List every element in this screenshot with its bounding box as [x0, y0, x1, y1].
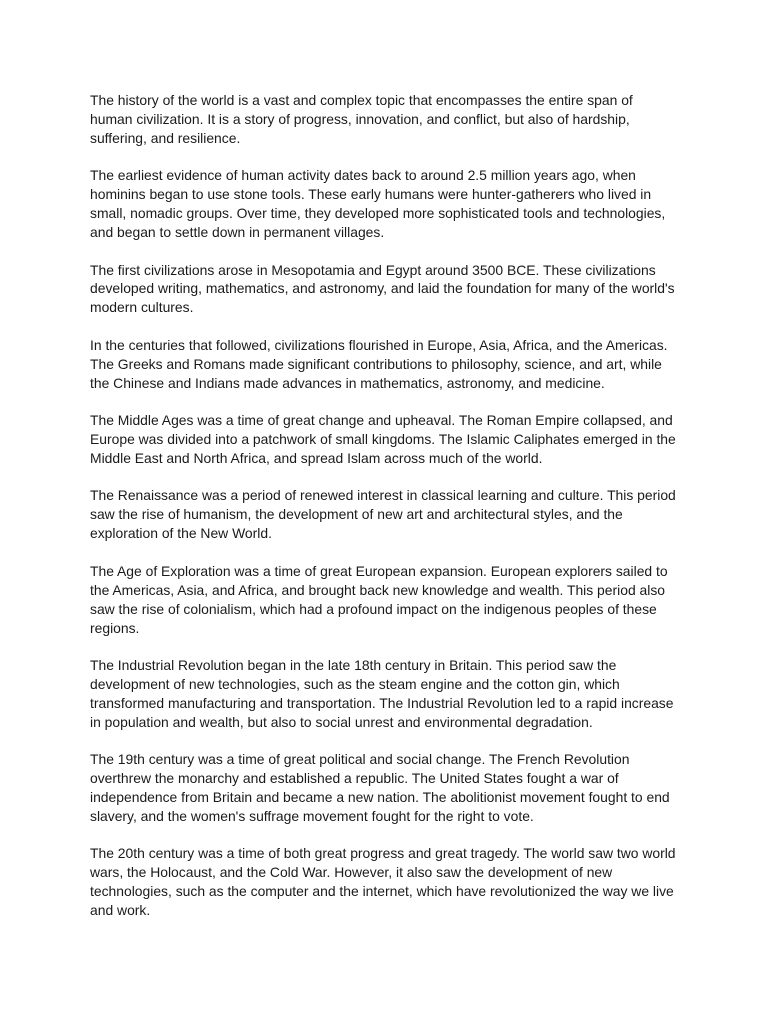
paragraph-8: The Industrial Revolution began in the late 18th century in Britain. This period saw the development of new technologies, such as the steam engine and the cotton gin, which transformed manufacturing and transportation. The Industrial Revolution led to a rapid increase in population and wealth, but also to social unrest and environmental degradation.: [90, 657, 674, 730]
paragraph-5: The Middle Ages was a time of great change and upheaval. The Roman Empire collapsed, and Europe was divided into a patchwork of small kingdoms. The Islamic Caliphates emerged in the Middle East and North Africa, and spread Islam across much of the world.: [90, 412, 676, 466]
paragraph-3: The first civilizations arose in Mesopotamia and Egypt around 3500 BCE. These civilizations developed writing, mathematics, and astronomy, and laid the foundation for many of the world's modern cultures.: [90, 261, 675, 316]
paragraph-2: The earliest evidence of human activity dates back to around 2.5 million years ago, when hominins began to use stone tools. These early humans were hunter-gatherers who lived in small, nomadic groups. Over time, they developed more sophisticated tools and technologies, and began to settle down in permanent villages.: [90, 167, 666, 241]
paragraph-7: The Age of Exploration was a time of great European expansion. European explorers sailed to the Americas, Asia, and Africa, and brought back new knowledge and wealth. This period also saw the rise of colonialism, which had a profound impact on the indigenous peoples of these regions.: [90, 562, 668, 636]
paragraph-6: The Renaissance was a period of renewed interest in classical learning and culture. This period saw the rise of humanism, the development of new art and architectural styles, and the exploration of the New World.: [90, 487, 676, 542]
paragraph-10: The 20th century was a time of both great progress and great tragedy. The world saw two world wars, the Holocaust, and the Cold War. However, it also saw the development of new technologies, such as the computer and the internet, which have revolutionized the way we live and work.: [90, 845, 676, 919]
paragraph-9: The 19th century was a time of great political and social change. The French Revolution overthrew the monarchy and established a republic. The United States fought a war of independence from Britain and became a new nation. The abolitionist movement fought to end slavery, and the women's suffrage movement fought for the right to vote.: [90, 751, 670, 824]
paragraph-4: In the centuries that followed, civilizations flourished in Europe, Asia, Africa, and the Americas. The Greeks and Romans made significant contributions to philosophy, science, and art, while the Chinese and Indians made advances in mathematics, astronomy, and medicine.: [90, 336, 668, 391]
document-body: [90, 91, 678, 920]
paragraph-1: The history of the world is a vast and complex topic that encompasses the entire span of human civilization. It is a story of progress, innovation, and conflict, but also of hardship, suffering, and resilience.: [90, 92, 633, 146]
